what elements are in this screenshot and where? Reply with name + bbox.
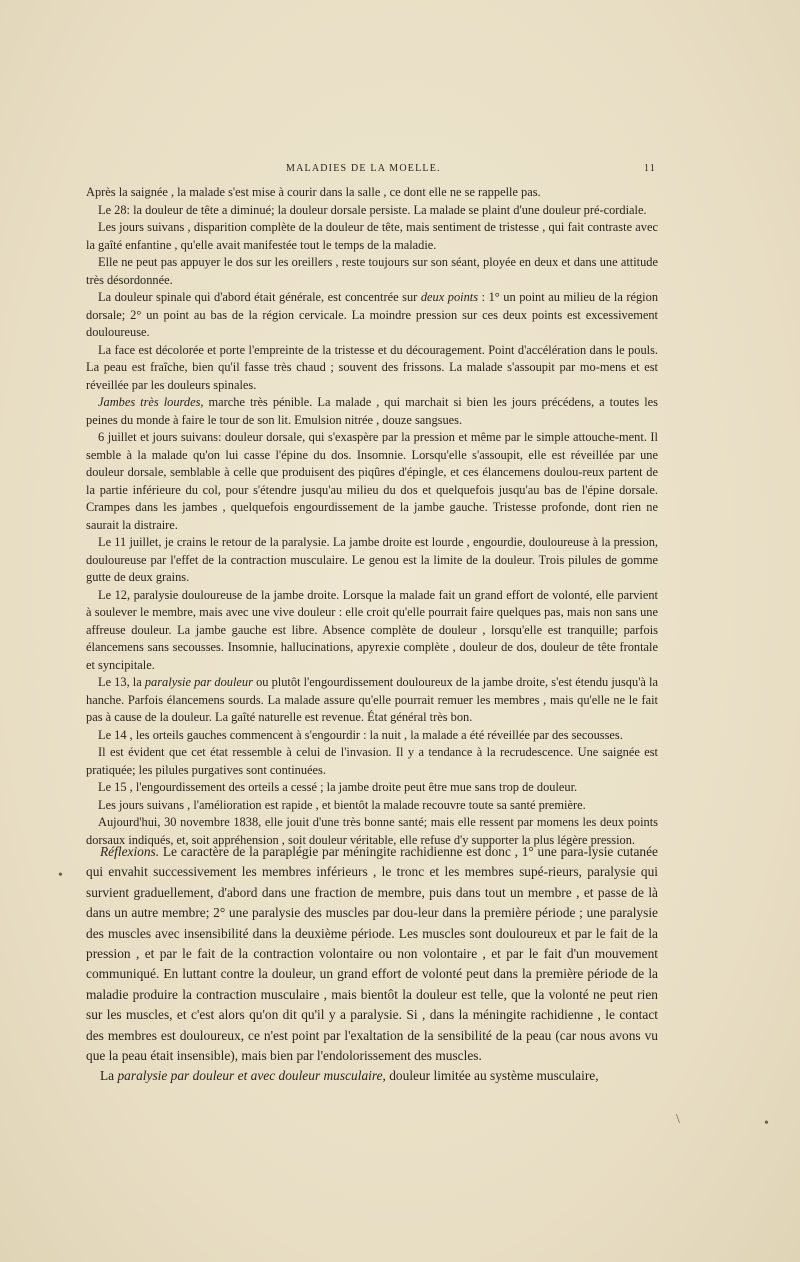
text-run: Les jours suivans , l'amélioration est rapide , et bientôt la malade recouvre toute sa santé première. xyxy=(98,797,586,812)
text-run: La xyxy=(100,1068,118,1084)
margin-mark: \ xyxy=(676,1112,680,1127)
text-run: : 1° un point au milieu de la région dorsale; 2° un point au bas de la région cervicale. La moindre pression sur ces deux points est excessivement douloureuse. xyxy=(86,290,659,339)
text-run: Elle ne peut pas appuyer le dos sur les oreillers , reste toujours sur son séant, ployée en deux et dans une attitude très désordonnée. xyxy=(86,255,658,287)
body-paragraph xyxy=(86,797,658,815)
text-run: Après la saignée , la malade s'est mise à courir dans la salle , ce dont elle ne se rappelle pas. xyxy=(86,185,541,199)
italic-text: Jambes très lourdes, xyxy=(98,395,204,409)
body-paragraph xyxy=(86,587,658,675)
margin-mark: • xyxy=(764,1116,769,1131)
body-paragraph xyxy=(86,727,658,745)
text-run: ou plutôt l'engourdissement douloureux de la jambe droite, s'est étendu jusqu'à la hanche. Parfois élancemens sourds. La malade assure qu'elle pourrait remuer les membres , mais qu'elle ne le fait pas à cause de la douleur. La gaîté naturelle est revenue. État général très bon. xyxy=(86,675,658,724)
body-paragraph xyxy=(86,429,658,534)
body-paragraph xyxy=(86,534,658,587)
italic-text: deux points xyxy=(420,290,479,304)
body-paragraph xyxy=(86,184,658,202)
text-run: Le 13, la xyxy=(98,675,145,689)
text-run: Le 11 juillet, je crains le retour de la paralysie. La jambe droite est lourde , engourdie, douloureuse à la pression, douloureuse par l'effet de la contraction musculaire. Le genou est la limite de la douleur. Trois pilules de gomme gutte de deux grains. xyxy=(86,535,658,584)
text-run: Le 14 , les orteils gauches commencent à s'engourdir : la nuit , la malade a été réveillée par des secousses. xyxy=(98,727,623,742)
body-paragraph xyxy=(86,289,658,342)
italic-text: paralysie par douleur et avec douleur musculaire xyxy=(117,1068,383,1084)
case-report-body xyxy=(86,184,658,849)
body-paragraph xyxy=(86,674,658,727)
text-run: Le 12, paralysie douloureuse de la jambe droite. Lorsque la malade fait un grand effort de volonté, elle parvient à soulever le membre, mais avec une vive douleur : elle croit qu'elle pourrait faire quelques pas, mais non sans une affreuse douleur. La jambe gauche est libre. Absence complète de douleur , lorsqu'elle est tranquille; parfois élancemens sans secousses. Insomnie, hallucinations, apyrexie complète , douleur de dos, douleur de tête frontale et syncipitale. xyxy=(86,587,658,672)
body-paragraph xyxy=(86,202,658,220)
text-run: , douleur limitée au système musculaire, xyxy=(382,1068,599,1084)
text-run: La douleur spinale qui d'abord était générale, est concentrée sur xyxy=(98,290,421,304)
body-paragraph xyxy=(86,219,658,254)
text-run: Le 15 , l'engourdissement des orteils a cessé ; la jambe droite peut être mue sans trop de douleur. xyxy=(98,780,578,794)
reflexions-section xyxy=(86,842,658,1087)
reflexions-paragraph xyxy=(86,842,658,1066)
text-run: Les jours suivans , disparition complète de la douleur de tête, mais sentiment de tristesse , qui fait contraste avec la gaîté enfantine , qu'elle avait manifestée tout le temps de la maladie. xyxy=(86,220,658,252)
text-run: 6 juillet et jours suivans: douleur dorsale, qui s'exaspère par la pression et même par le simple attouche-ment. Il semble à la malade qu'on lui casse l'épine du dos. Insomnie. Lorsqu'elle s'assoupit, elle est réveillée par une douleur dorsale, semblable à celle que produisent des piqûres d'épingle, et ces élancemens doulou-reux partent de la partie inférieure du col, pour s'étendre jusqu'au milieu du dos et quelquefois jusqu'au bas de l'épine dorsale. Crampes dans les jambes , quelquefois engourdissement de la jambe gauche. Tristesse profonde, dont rien ne saurait la distraire. xyxy=(86,430,658,532)
italic-text: paralysie par douleur xyxy=(144,675,253,689)
body-paragraph xyxy=(86,394,658,429)
page-number: 11 xyxy=(643,163,656,174)
text-run: Il est évident que cet état ressemble à celui de l'invasion. Il y a tendance à la recrudescence. Une saignée est pratiquée; les pilules purgatives sont continuées. xyxy=(86,745,658,777)
body-paragraph xyxy=(86,342,658,395)
body-paragraph xyxy=(86,254,658,289)
reflexions-paragraph xyxy=(86,1066,658,1086)
text-run: Aujourd'hui, 30 novembre 1838, elle jouit d'une très bonne santé; mais elle ressent par momens les deux points dorsaux indiqués, et, soit appréhension , soit douleur véritable, elle refuse d'y supporter la plus légère pression. xyxy=(86,815,658,847)
running-title: MALADIES DE LA MOELLE. xyxy=(286,163,441,174)
text-run: Le 28: la douleur de tête a diminué; la douleur dorsale persiste. La malade se plaint d'une douleur pré-cordiale. xyxy=(98,202,647,217)
text-run: La face est décolorée et porte l'empreinte de la tristesse et du découragement. Point d'accélération dans le pouls. La peau est fraîche, bien qu'il fasse très chaud ; souvent des frissons. La malade s'assoupit par mo-mens et est réveillée par les douleurs spinales. xyxy=(86,342,658,392)
text-run: marche très pénible. La malade , qui marchait si bien les jours précédens, a toutes les peines du monde à faire le tour de son lit. Emulsion nitrée , douze sangsues. xyxy=(86,395,658,427)
text-run: Le caractère de la paraplégie par méningite rachidienne est donc , 1° une para-lysie cutanée qui envahit successivement les membres inférieurs , le tronc et les membres supé-rieurs, paralysie qui survient graduellement, d'abord dans une fraction de membre, puis dans tout un membre , et passe de là dans un autre membre; 2° une paralysie des muscles par dou-leur dans la première période ; une paralysie des muscles avec insensibilité dans la deuxième période. Les muscles sont douloureux et par le fait de la pression , et par le fait de la contraction volontaire ou non volontaire , et par le fait d'un mouvement communiqué. En luttant contre la douleur, un grand effort de volonté peut dans la première période de la maladie produire la contraction musculaire , mais bientôt la douleur est telle, que la volonté ne peut rien sur les muscles, et c'est alors qu'on dit qu'il y a paralysie. Si , dans la méningite rachidienne , le contact des membres est douloureux, ce n'est point par l'exaltation de la sensibilité de la peau (car nous avons vu que la peau était insensible), mais bien par l'endolorissement des muscles. xyxy=(86,844,658,1064)
body-paragraph xyxy=(86,779,658,797)
margin-mark: • xyxy=(58,868,63,883)
italic-text: Réflexions. xyxy=(100,844,160,859)
body-paragraph xyxy=(86,744,658,779)
